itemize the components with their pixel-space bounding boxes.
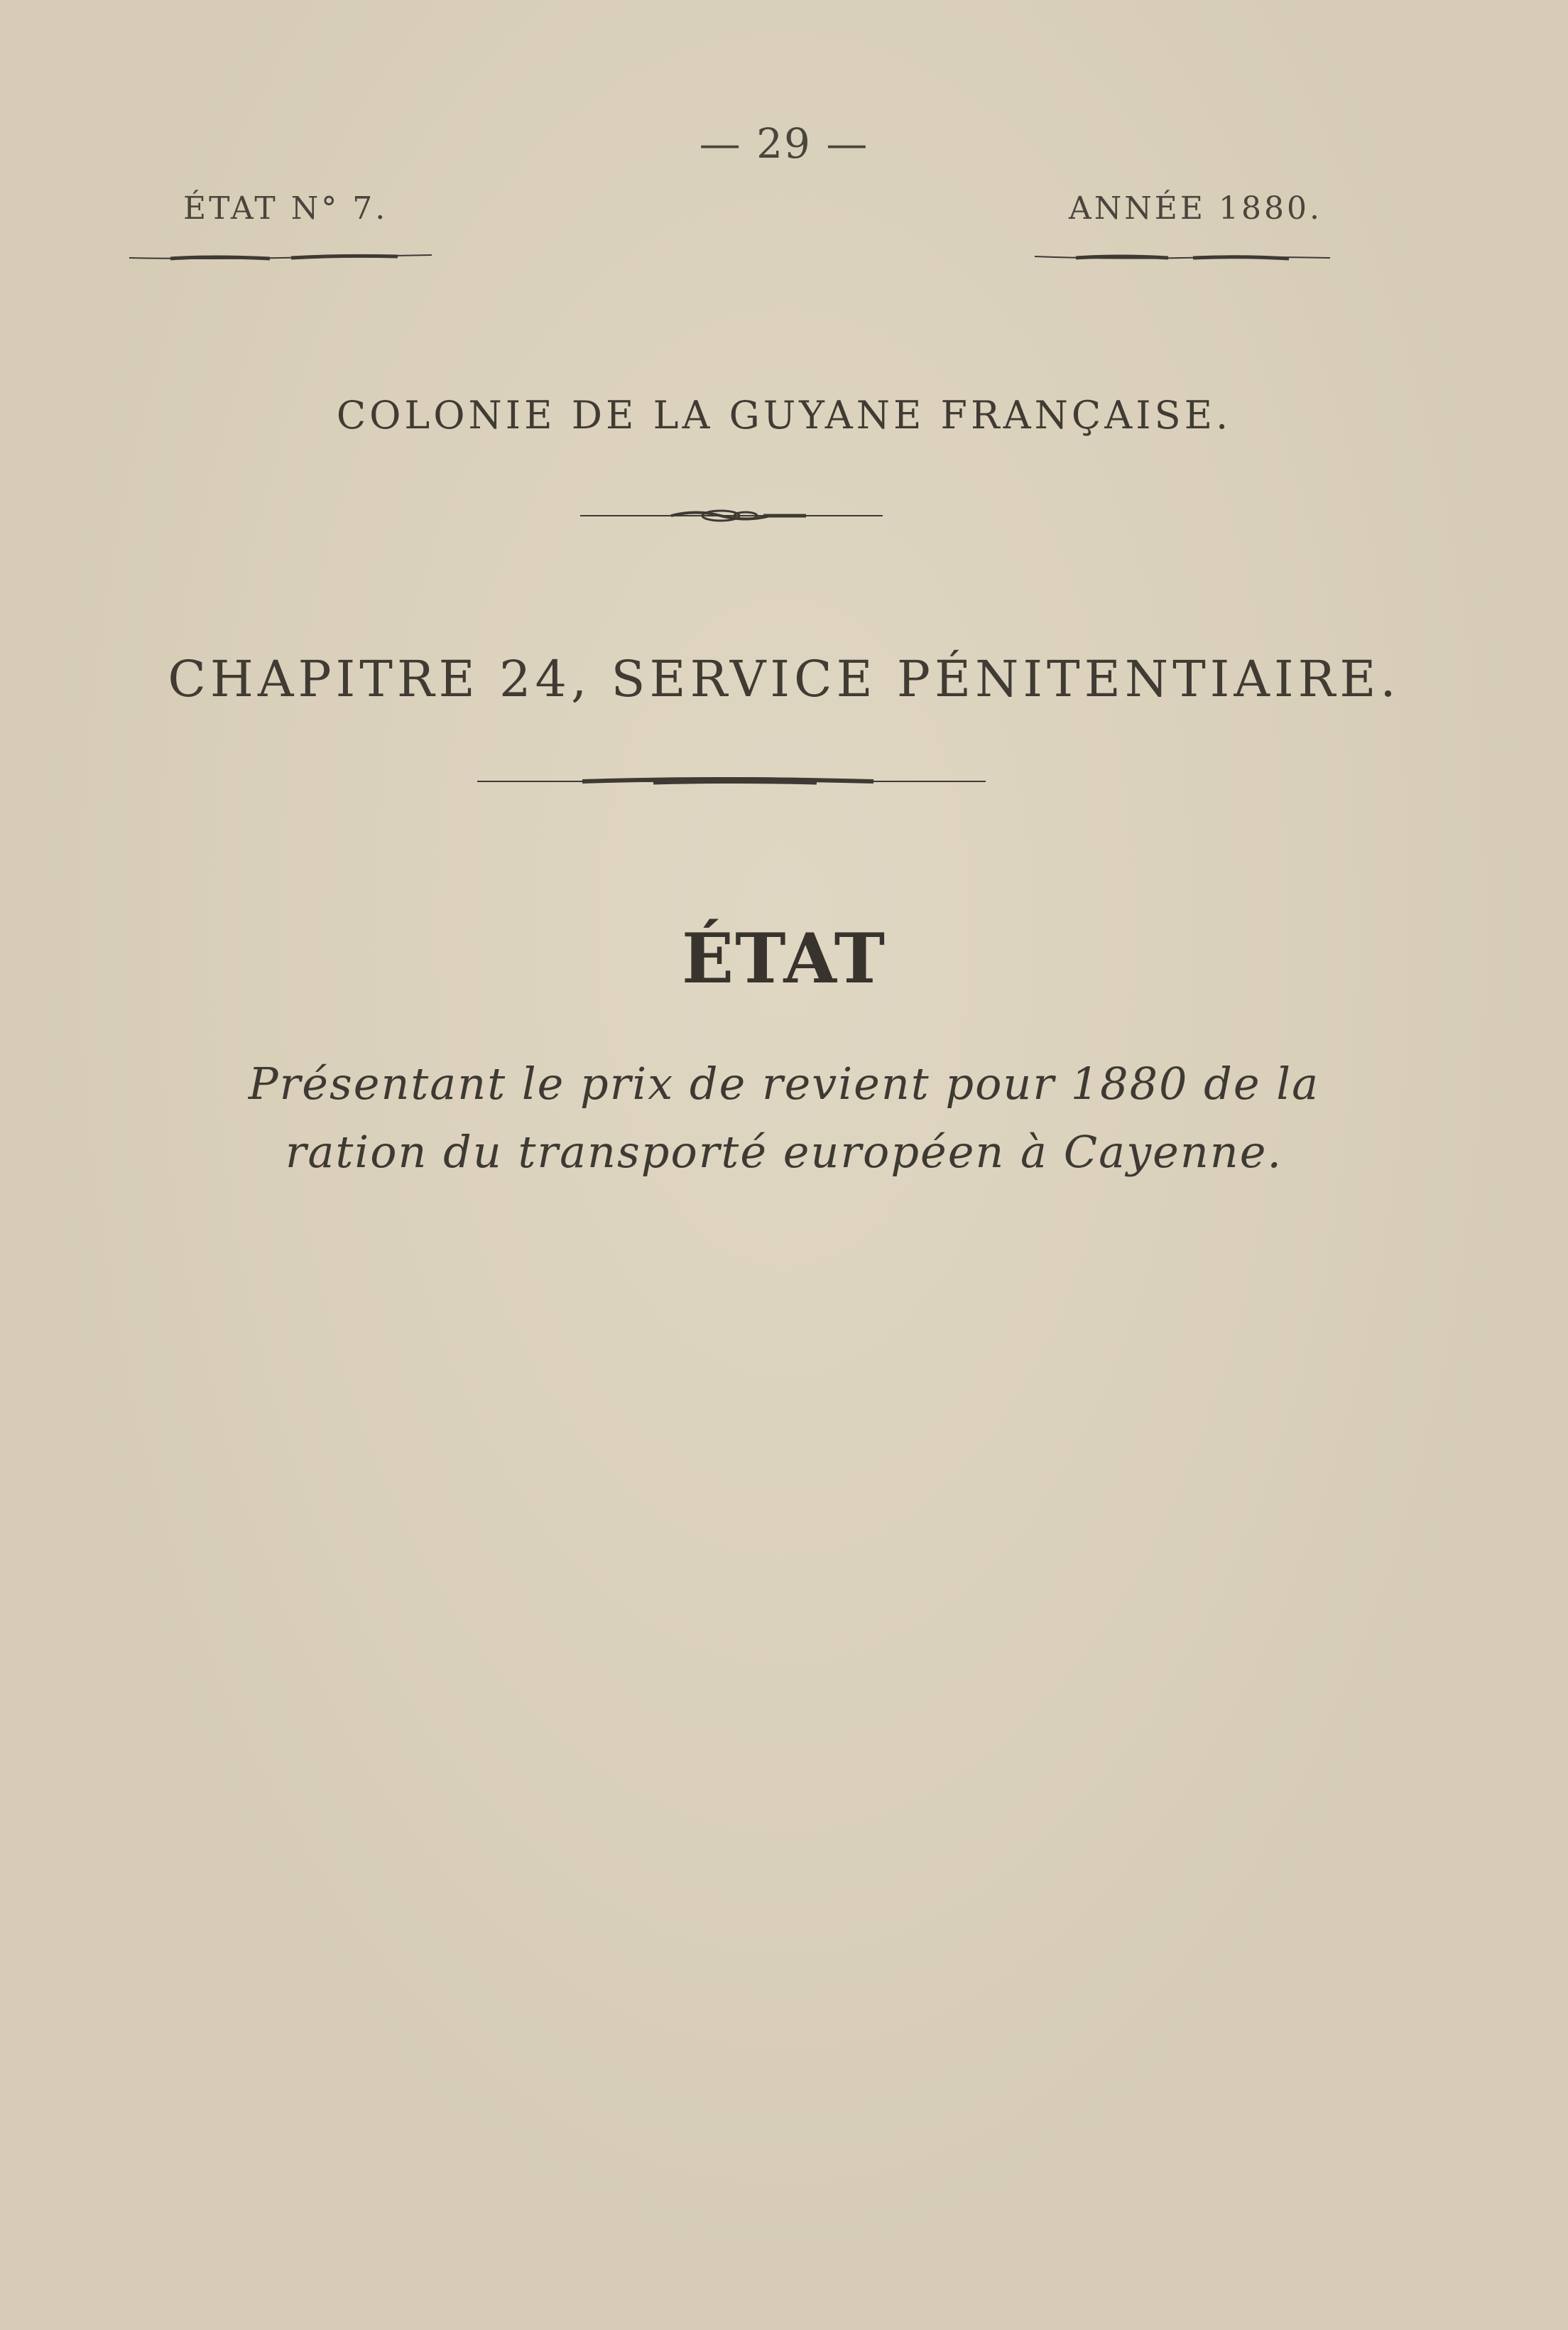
left-header-ornament bbox=[128, 250, 433, 266]
right-header-ornament bbox=[1033, 250, 1332, 266]
colony-ornament bbox=[579, 506, 884, 525]
etat-number: ÉTAT N° 7. bbox=[183, 190, 388, 227]
document-title: ÉTAT bbox=[681, 919, 887, 999]
page-number: — 29 — bbox=[699, 119, 869, 168]
chapter-ornament bbox=[476, 773, 987, 790]
year-label: ANNÉE 1880. bbox=[1069, 190, 1322, 227]
chapter-heading: CHAPITRE 24, SERVICE PÉNITENTIAIRE. bbox=[168, 650, 1400, 708]
subtitle-line-2: ration du transporté européen à Cayenne. bbox=[285, 1126, 1283, 1178]
subtitle-line-1: Présentant le prix de revient pour 1880 de la bbox=[248, 1058, 1320, 1110]
document-subtitle bbox=[0, 1050, 1568, 1186]
colony-heading: COLONIE DE LA GUYANE FRANÇAISE. bbox=[336, 393, 1232, 438]
